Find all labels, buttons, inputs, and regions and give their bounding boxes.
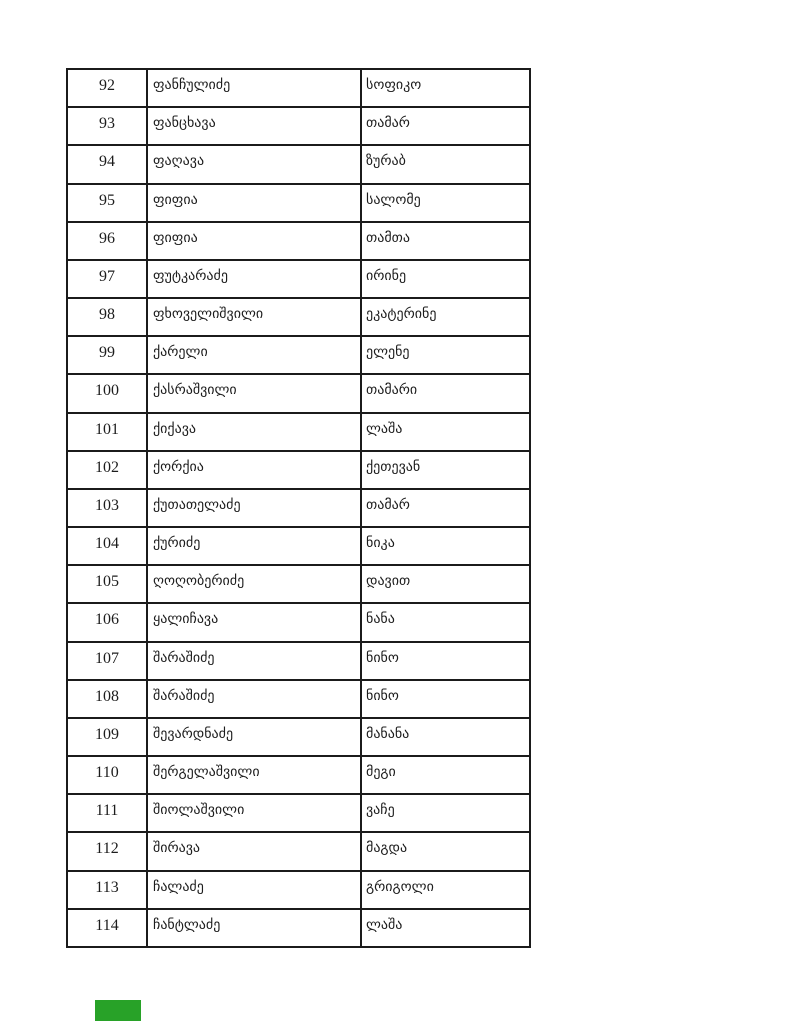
names-table-body bbox=[67, 69, 530, 947]
row-number-cell: 112 bbox=[67, 832, 147, 870]
surname-cell: ფიფია bbox=[147, 222, 361, 260]
names-table bbox=[66, 68, 531, 948]
row-number-cell: 100 bbox=[67, 374, 147, 412]
surname-cell: შარაშიძე bbox=[147, 642, 361, 680]
table-row bbox=[67, 871, 530, 909]
row-number-cell: 99 bbox=[67, 336, 147, 374]
surname-cell: ქორქია bbox=[147, 451, 361, 489]
table-row bbox=[67, 489, 530, 527]
row-number-cell: 96 bbox=[67, 222, 147, 260]
first-name-cell: ირინე bbox=[361, 260, 530, 298]
surname-cell: ფაღავა bbox=[147, 145, 361, 183]
row-number-cell: 109 bbox=[67, 718, 147, 756]
first-name-cell: ელენე bbox=[361, 336, 530, 374]
first-name-cell: მანანა bbox=[361, 718, 530, 756]
first-name-cell: ზურაბ bbox=[361, 145, 530, 183]
surname-cell: ქიქავა bbox=[147, 413, 361, 451]
table-row bbox=[67, 451, 530, 489]
row-number-cell: 95 bbox=[67, 184, 147, 222]
table-row bbox=[67, 909, 530, 947]
table-row bbox=[67, 298, 530, 336]
table-row bbox=[67, 756, 530, 794]
first-name-cell: ნიკა bbox=[361, 527, 530, 565]
table-row bbox=[67, 603, 530, 641]
first-name-cell: გრიგოლი bbox=[361, 871, 530, 909]
surname-cell: ქუთათელაძე bbox=[147, 489, 361, 527]
first-name-cell: მაგდა bbox=[361, 832, 530, 870]
first-name-cell: სალომე bbox=[361, 184, 530, 222]
surname-cell: ქურიძე bbox=[147, 527, 361, 565]
first-name-cell: თამთა bbox=[361, 222, 530, 260]
first-name-cell: თამარ bbox=[361, 489, 530, 527]
surname-cell: ღოღობერიძე bbox=[147, 565, 361, 603]
table-row bbox=[67, 642, 530, 680]
first-name-cell: ეკატერინე bbox=[361, 298, 530, 336]
row-number-cell: 111 bbox=[67, 794, 147, 832]
surname-cell: ფხოველიშვილი bbox=[147, 298, 361, 336]
row-number-cell: 102 bbox=[67, 451, 147, 489]
row-number-cell: 108 bbox=[67, 680, 147, 718]
surname-cell: ფანჩულიძე bbox=[147, 69, 361, 107]
surname-cell: ქასრაშვილი bbox=[147, 374, 361, 412]
table-row bbox=[67, 260, 530, 298]
table-row bbox=[67, 107, 530, 145]
table-row bbox=[67, 565, 530, 603]
table-row bbox=[67, 718, 530, 756]
row-number-cell: 104 bbox=[67, 527, 147, 565]
row-number-cell: 98 bbox=[67, 298, 147, 336]
surname-cell: შევარდნაძე bbox=[147, 718, 361, 756]
first-name-cell: ლაშა bbox=[361, 413, 530, 451]
row-number-cell: 106 bbox=[67, 603, 147, 641]
table-row bbox=[67, 527, 530, 565]
surname-cell: ფიფია bbox=[147, 184, 361, 222]
first-name-cell: ვაჩე bbox=[361, 794, 530, 832]
table-row bbox=[67, 69, 530, 107]
first-name-cell: თამარი bbox=[361, 374, 530, 412]
surname-cell: შირავა bbox=[147, 832, 361, 870]
row-number-cell: 107 bbox=[67, 642, 147, 680]
table-row bbox=[67, 336, 530, 374]
green-marker bbox=[95, 1000, 141, 1021]
row-number-cell: 103 bbox=[67, 489, 147, 527]
first-name-cell: ნინო bbox=[361, 642, 530, 680]
first-name-cell: ნანა bbox=[361, 603, 530, 641]
table-row bbox=[67, 184, 530, 222]
surname-cell: ქარელი bbox=[147, 336, 361, 374]
table-row bbox=[67, 832, 530, 870]
first-name-cell: დავით bbox=[361, 565, 530, 603]
table-row bbox=[67, 413, 530, 451]
surname-cell: შარაშიძე bbox=[147, 680, 361, 718]
table-row bbox=[67, 145, 530, 183]
first-name-cell: მეგი bbox=[361, 756, 530, 794]
row-number-cell: 97 bbox=[67, 260, 147, 298]
row-number-cell: 101 bbox=[67, 413, 147, 451]
surname-cell: ჩანტლაძე bbox=[147, 909, 361, 947]
row-number-cell: 110 bbox=[67, 756, 147, 794]
table-row bbox=[67, 374, 530, 412]
row-number-cell: 94 bbox=[67, 145, 147, 183]
row-number-cell: 93 bbox=[67, 107, 147, 145]
row-number-cell: 113 bbox=[67, 871, 147, 909]
first-name-cell: სოფიკო bbox=[361, 69, 530, 107]
surname-cell: ჩალაძე bbox=[147, 871, 361, 909]
first-name-cell: თამარ bbox=[361, 107, 530, 145]
surname-cell: ფუტკარაძე bbox=[147, 260, 361, 298]
table-row bbox=[67, 794, 530, 832]
row-number-cell: 114 bbox=[67, 909, 147, 947]
row-number-cell: 92 bbox=[67, 69, 147, 107]
surname-cell: შერგელაშვილი bbox=[147, 756, 361, 794]
surname-cell: შიოლაშვილი bbox=[147, 794, 361, 832]
first-name-cell: ლაშა bbox=[361, 909, 530, 947]
surname-cell: ყალიჩავა bbox=[147, 603, 361, 641]
first-name-cell: ქეთევან bbox=[361, 451, 530, 489]
table-row bbox=[67, 680, 530, 718]
first-name-cell: ნინო bbox=[361, 680, 530, 718]
row-number-cell: 105 bbox=[67, 565, 147, 603]
surname-cell: ფანცხავა bbox=[147, 107, 361, 145]
table-row bbox=[67, 222, 530, 260]
